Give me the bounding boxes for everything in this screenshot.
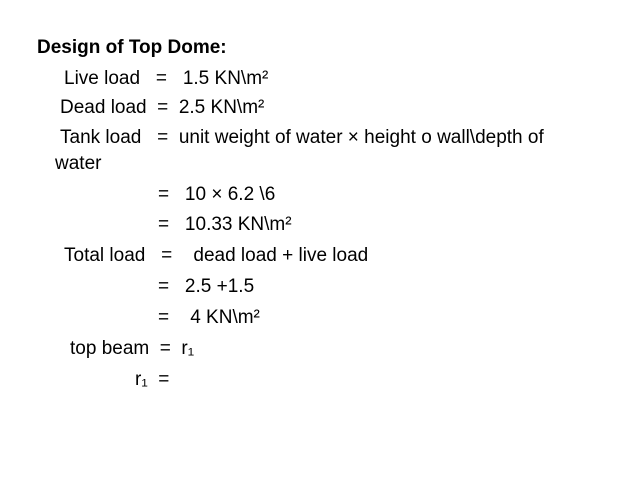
tank-load-line: Tank load = unit weight of water × height o wall\depth of [60,127,544,148]
live-load-line: Live load = 1.5 KN\m² [64,68,269,89]
top-beam-line: top beam = r₁ [70,338,195,359]
tank-load-result-line: = 10.33 KN\m² [158,214,292,235]
dead-load-line: Dead load = 2.5 KN\m² [60,97,265,118]
r1-line: r₁ = [135,369,170,390]
page-title: Design of Top Dome: [37,37,227,58]
total-load-result-line: = 4 KN\m² [158,307,260,328]
total-load-line: Total load = dead load + live load [64,245,369,266]
total-load-substitution-line: = 2.5 +1.5 [158,276,255,297]
tank-load-line-continuation: water [55,153,102,174]
tank-load-substitution-line: = 10 × 6.2 \6 [158,184,276,205]
